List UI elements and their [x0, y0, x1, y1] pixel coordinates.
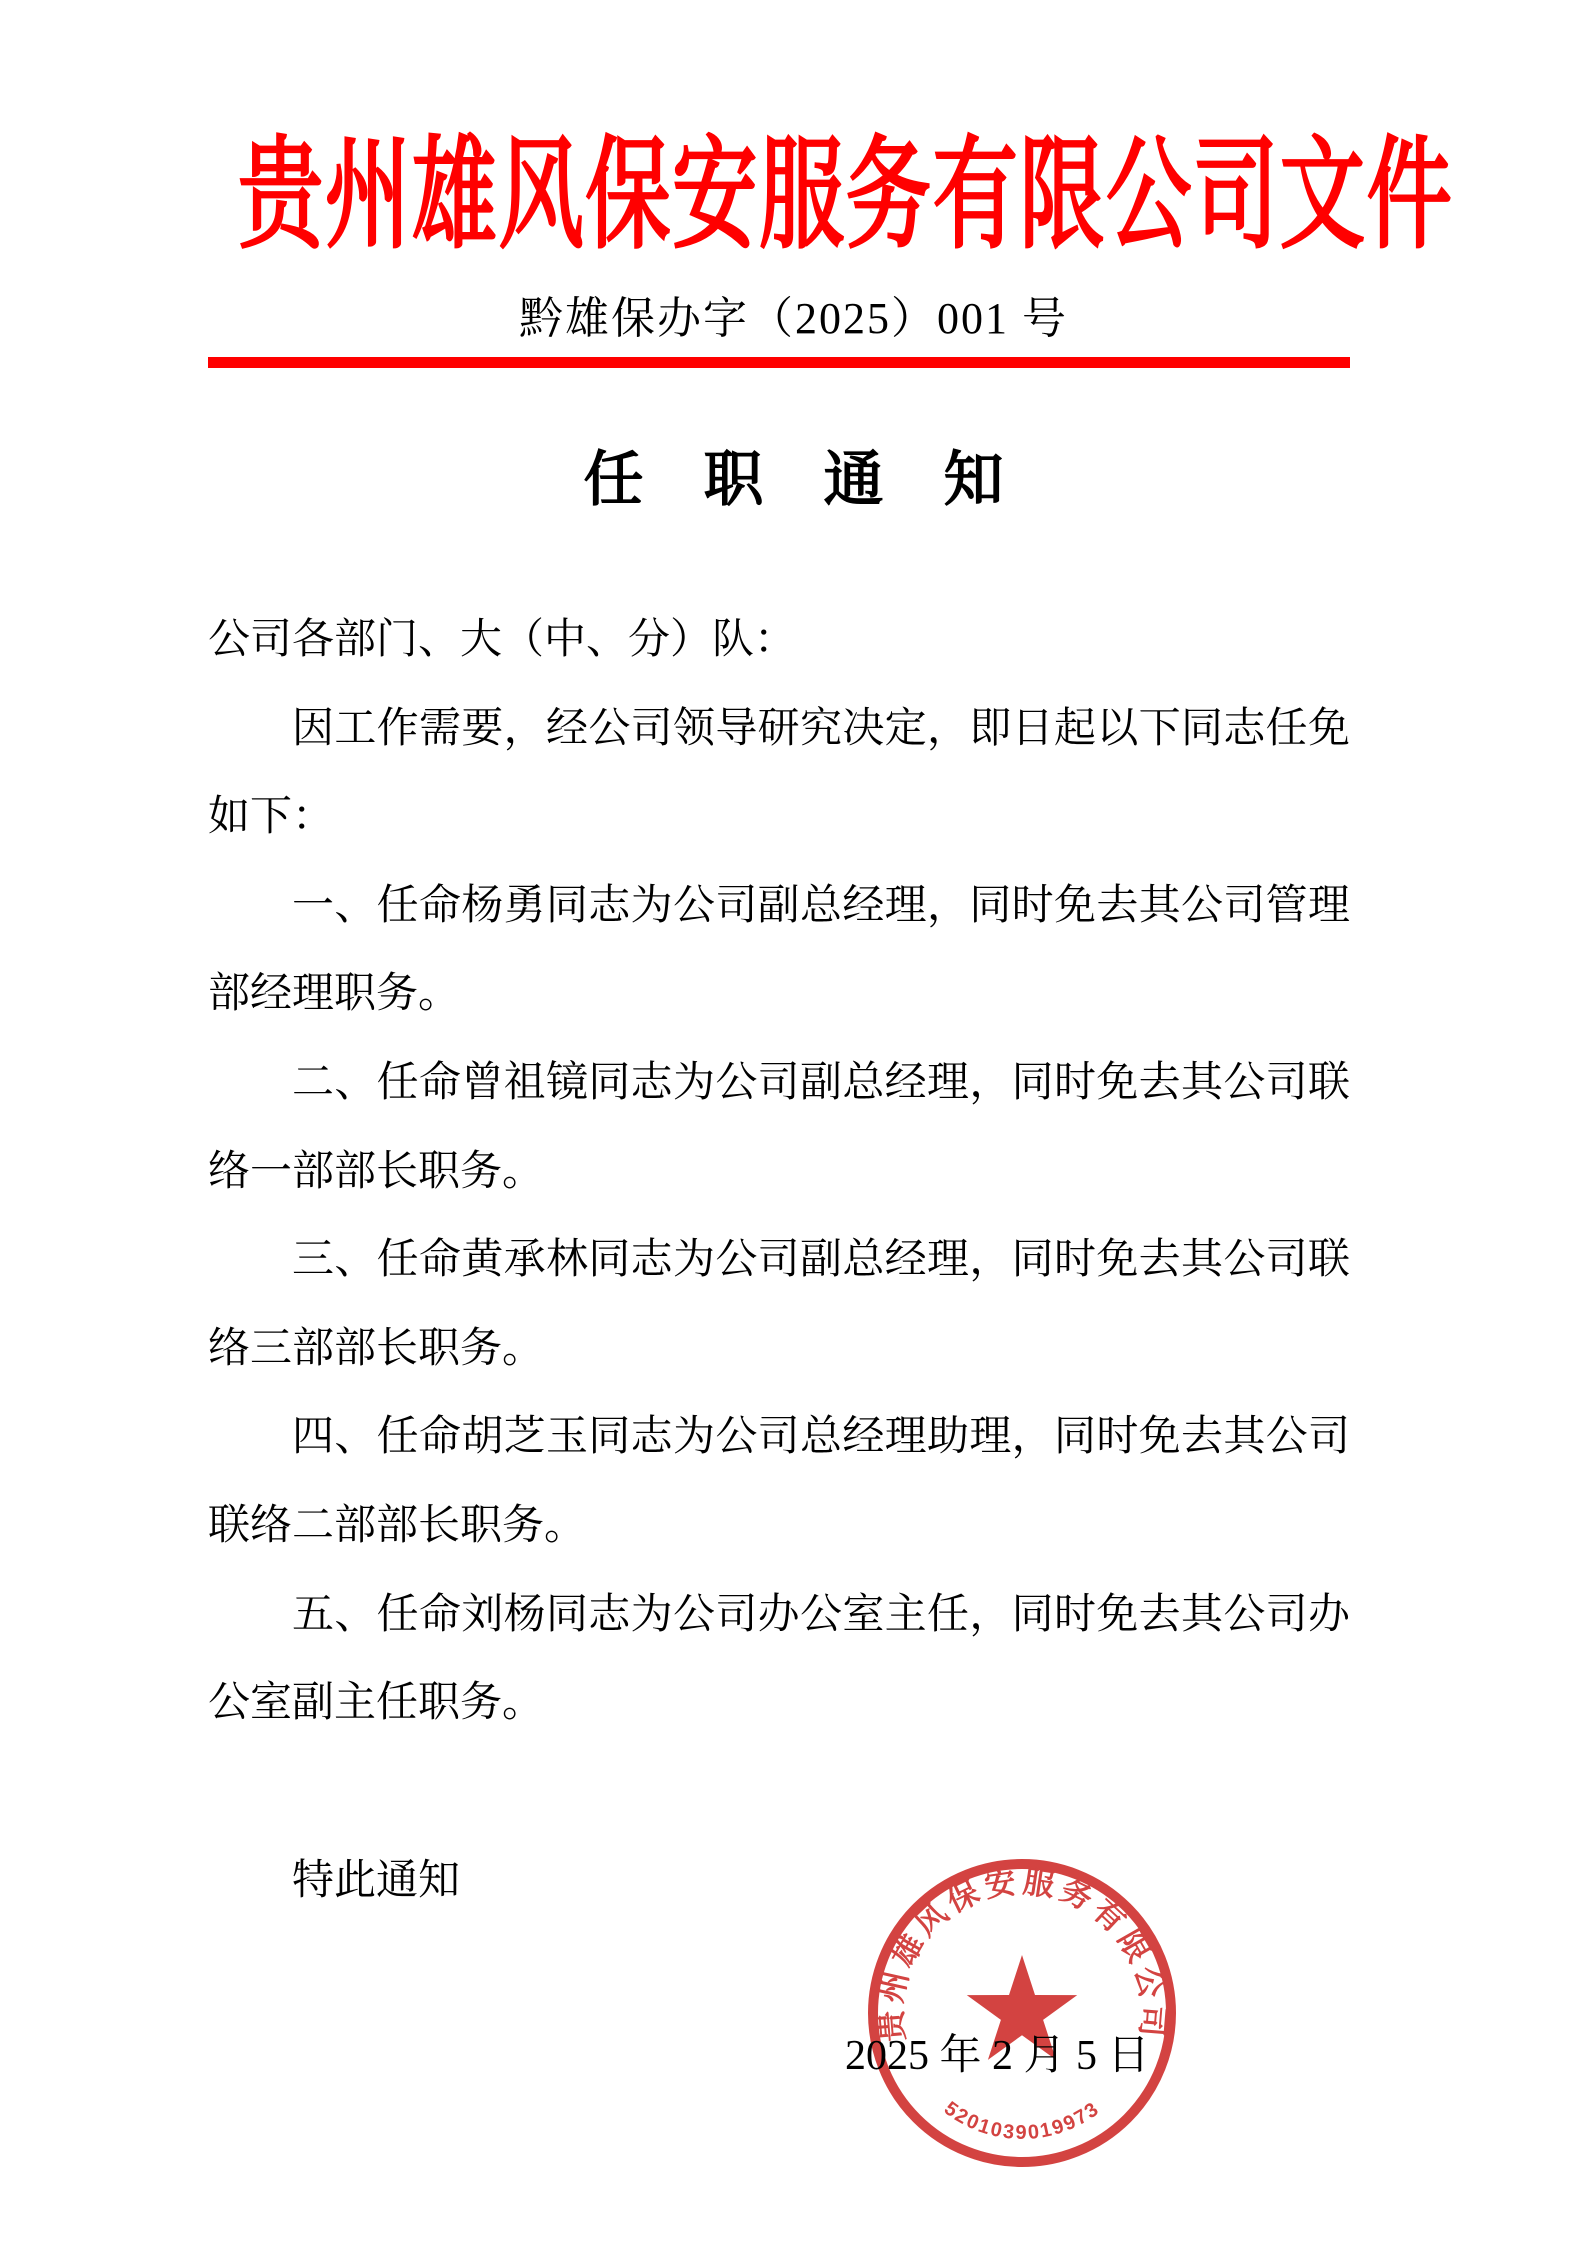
- document-number: 黔雄保办字（2025）001 号: [519, 294, 1068, 343]
- seal-star: [967, 1955, 1077, 2060]
- company-letterhead-title: 贵州雄风保安服务有限公司文件: [238, 127, 1454, 263]
- body-paragraph: 五、任命刘杨同志为公司办公室主任，同时免去其公司办公室副主任职务。: [208, 1591, 1350, 1727]
- closing-line: 特此通知: [292, 1858, 461, 1904]
- notice-title: 任 职 通 知: [583, 447, 1004, 513]
- body-paragraph: 因工作需要，经公司领导研究决定，即日起以下同志任免如下：: [208, 705, 1350, 841]
- body-paragraph: 一、任命杨勇同志为公司副总经理，同时免去其公司管理部经理职务。: [208, 882, 1350, 1018]
- body-paragraph: 四、任命胡芝玉同志为公司总经理助理，同时免去其公司联络二部部长职务。: [208, 1414, 1350, 1549]
- seal-company-name-arc: 贵州雄风保安服务有限公司: [873, 1863, 1171, 2043]
- red-divider-rule: [208, 357, 1350, 368]
- salutation-line: 公司各部门、大（中、分）队：: [208, 617, 797, 663]
- company-seal: [862, 1853, 1182, 2173]
- seal-registration-number-arc: 5201039019973: [939, 2097, 1105, 2145]
- body-paragraph: 三、任命黄承林同志为公司副总经理，同时免去其公司联络三部部长职务。: [208, 1237, 1350, 1372]
- body-paragraph: 二、任命曾祖镜同志为公司副总经理，同时免去其公司联络一部部长职务。: [208, 1059, 1350, 1195]
- issue-date: 2025 年 2 月 5 日: [845, 2033, 1150, 2079]
- document-body: [208, 596, 1350, 1748]
